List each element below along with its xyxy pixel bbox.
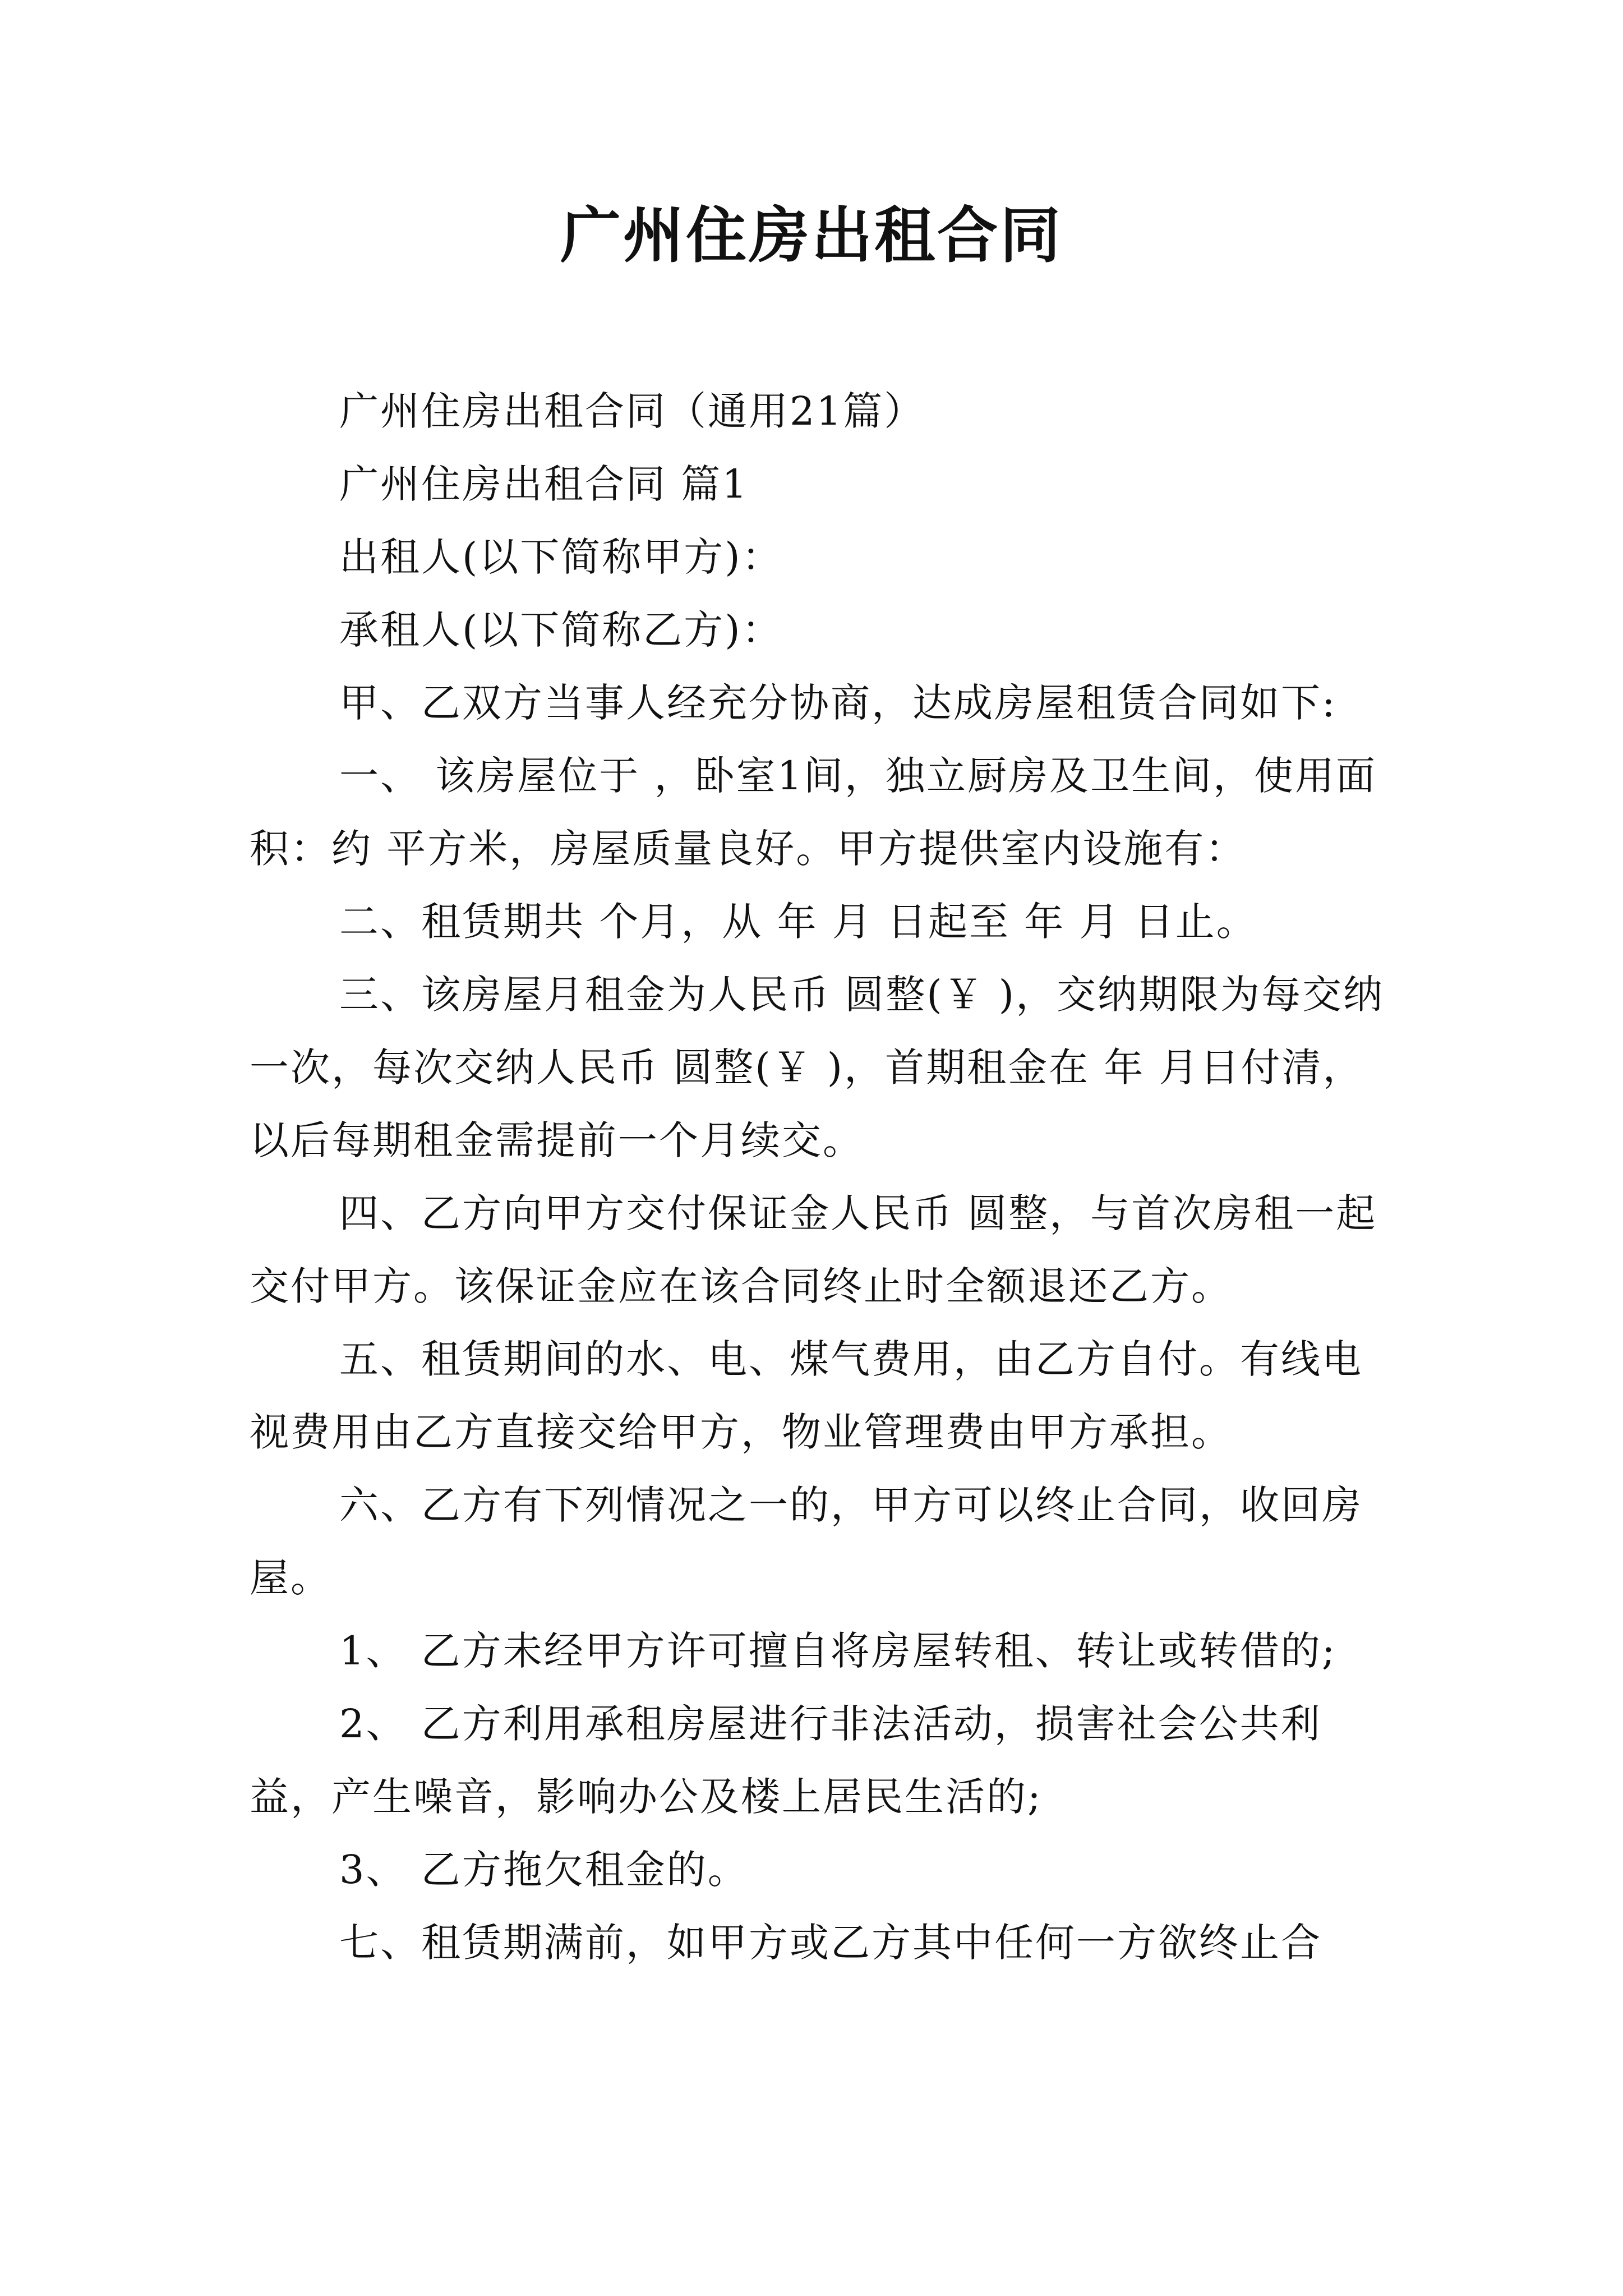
paragraph-15: 七、租赁期满前，如甲方或乙方其中任何一方欲终止合 — [339, 1920, 1322, 1966]
paragraph-14: 3、 乙方拖欠租金的。 — [339, 1847, 749, 1893]
paragraph-10: 五、租赁期间的水、电、煤气费用，由乙方自付。有线电视费用由乙方直接交给甲方，物业管理费由甲方承担。 — [250, 1336, 1363, 1455]
paragraph-8: 三、该房屋月租金为人民币 圆整(￥ )，交纳期限为每交纳一次，每次交纳人民币 圆整(￥ )，首期租金在 年 月日付清，以后每期租金需提前一个月续交。 — [250, 972, 1385, 1163]
paragraph-5: 甲、乙双方当事人经充分协商，达成房屋租赁合同如下: — [339, 680, 1337, 726]
paragraph-4: 承租人(以下简称乙方)： — [339, 607, 783, 653]
paragraph-12: 1、 乙方未经甲方许可擅自将房屋转租、转让或转借的; — [339, 1628, 1337, 1674]
paragraph-11: 六、乙方有下列情况之一的，甲方可以终止合同，收回房屋。 — [250, 1482, 1363, 1601]
paragraph-3: 出租人(以下简称甲方)： — [339, 534, 783, 580]
paragraph-2: 广州住房出租合同 篇1 — [339, 461, 749, 507]
paragraph-7: 二、租赁期共 个月，从 年 月 日起至 年 月 日止。 — [339, 899, 1257, 945]
paragraph-9: 四、乙方向甲方交付保证金人民币 圆整，与首次房租一起交付甲方。该保证金应在该合同终止时全额退还乙方。 — [250, 1190, 1377, 1309]
document-body — [250, 375, 1388, 1979]
paragraph-1: 广州住房出租合同（通用21篇） — [339, 388, 925, 434]
document-title: 广州住房出租合同 — [560, 200, 1063, 271]
paragraph-6: 一、 该房屋位于 ，卧室1间，独立厨房及卫生间，使用面积：约 平方米，房屋质量良好。甲方提供室内设施有： — [250, 753, 1377, 872]
paragraph-13: 2、 乙方利用承租房屋进行非法活动，损害社会公共利益，产生噪音，影响办公及楼上居民生活的; — [250, 1701, 1322, 1820]
